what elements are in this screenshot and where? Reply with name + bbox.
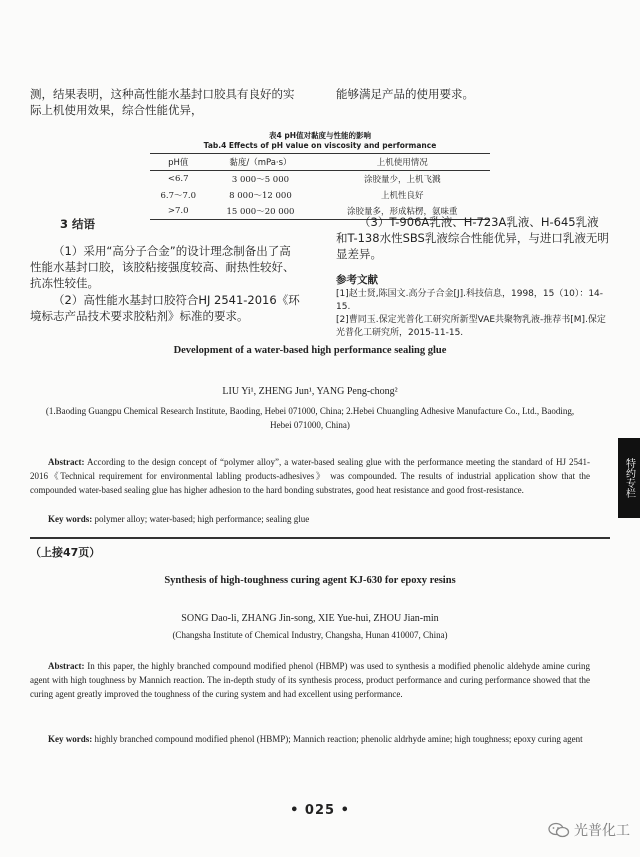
page-number: • 025 • [290,803,350,818]
abstract-label: Abstract: [48,457,85,467]
table-header: 黏度/（mPa·s） [206,154,314,171]
table-cell: <6.7 [167,174,189,184]
keywords-text: polymer alloy; water-based; high performance; sealing glue [94,514,310,524]
article-title: Synthesis of high-toughness curing agent KJ-630 for epoxy resins [164,575,456,586]
table-row [150,171,490,188]
article-authors: LIU Yi¹, ZHENG Jun¹, YANG Peng-chong² [222,386,398,397]
intro-paragraph-left: 测，结果表明，这种高性能水基封口胶具有良好的实际上机使用效果，综合性能优异， [30,87,295,117]
section-side-tab: 特约专栏 [618,438,640,518]
continued-label: （上接47页） [30,546,101,559]
table-cell: 8 000～12 000 [229,191,292,201]
reference-item: [1]赵士贤,陈国文.高分子合金[J].科技信息，1998，15（10）：14-15. [336,289,604,312]
article-abstract [30,455,590,497]
abstract-label: Abstract: [48,661,85,671]
intro-paragraph-right: 能够满足产品的使用要求。 [336,87,474,101]
keywords-text: highly branched compound modified phenol (HBMP); Mannich reaction; phenolic aldrhyde amine; high toughness; epoxy curing agent [94,734,583,744]
table-row [150,187,490,203]
reference-item: [2]曹同玉.保定光普化工研究所新型VAE共聚物乳液-推荐书[M].保定光普化工研究所，2015-11-15. [336,315,606,338]
section-heading: 3 结语 [60,217,96,231]
conclusion-1: （1）采用“高分子合金”的设计理念制备出了高性能水基封口胶，该胶粘接强度较高、耐热性较好、抗冻性较佳。 [30,244,295,290]
table-cell: 涂胶量多，形成粘楞，氨味重 [314,203,490,220]
keywords-label: Key words: [48,514,93,524]
abstract-text: According to the design concept of “polymer alloy”, a water-based sealing glue with the performance meeting the standard of HJ 2541-2016《Technical requirement for environmental labling products-adhesives》 was compounded. The results of industrial application show that the compounded water-based sealing glue has higher adhesion to the hard bonding substrates, good heat resistance and good frost-resistance. [30,457,590,495]
table-cell: 6.7～7.0 [160,191,196,201]
table-cell: >7.0 [150,203,206,220]
table-caption-en: Tab.4 Effects of pH value on viscosity and performance [203,141,437,150]
conclusion-3: （3）T-906A乳液、H-723A乳液、H-645乳液和T-138水性SBS乳液综合性能优异，与进口乳液无明显差异。 [336,215,609,261]
article-authors: SONG Dao-li, ZHANG Jin-song, XIE Yue-hui, ZHOU Jian-min [181,613,439,624]
table-header: pH值 [150,154,206,171]
table-cell: 上机性良好 [380,191,424,201]
table-cell: 3 000～5 000 [231,175,290,185]
conclusion-2: （2）高性能水基封口胶符合HJ 2541-2016《环境标志产品技术要求胶粘剂》标准的要求。 [30,293,300,323]
wechat-icon [548,822,570,838]
references-heading: 参考文献 [336,274,378,286]
article-keywords [30,512,590,526]
table-cell: 15 000～20 000 [206,203,314,220]
article-affiliation: (Changsha Institute of Chemical Industry, Changsha, Hunan 410007, China) [172,630,448,640]
article-affiliation: (1.Baoding Guangpu Chemical Research Institute, Baoding, Hebei 071000, China; 2.Hebei Chuangling Adhesive Manufacture Co., Ltd., Baoding, Hebei 071000, China) [45,406,575,430]
watermark [548,820,630,840]
table-caption-cn: 表4 pH值对黏度与性能的影响 [269,131,371,140]
section-divider [30,537,610,539]
watermark-text: 光普化工 [574,823,630,839]
table-4 [150,131,490,220]
keywords-label: Key words: [48,734,93,744]
table-cell: 涂胶量少，上机飞溅 [363,175,441,185]
article-keywords [30,732,590,746]
article-title: Development of a water-based high performance sealing glue [173,345,447,356]
article-abstract [30,659,590,701]
abstract-text: In this paper, the highly branched compound modified phenol (HBMP) was used to synthesis a modified phenolic aldehyde amine curing agent with high toughness by Mannich reaction. The in-depth study of its synthesis process, product performance and curing performance showed that the curing agent greatly improved the toughness of the curing system and had excellent using performance. [30,661,590,699]
table-header: 上机使用情况 [314,154,490,171]
